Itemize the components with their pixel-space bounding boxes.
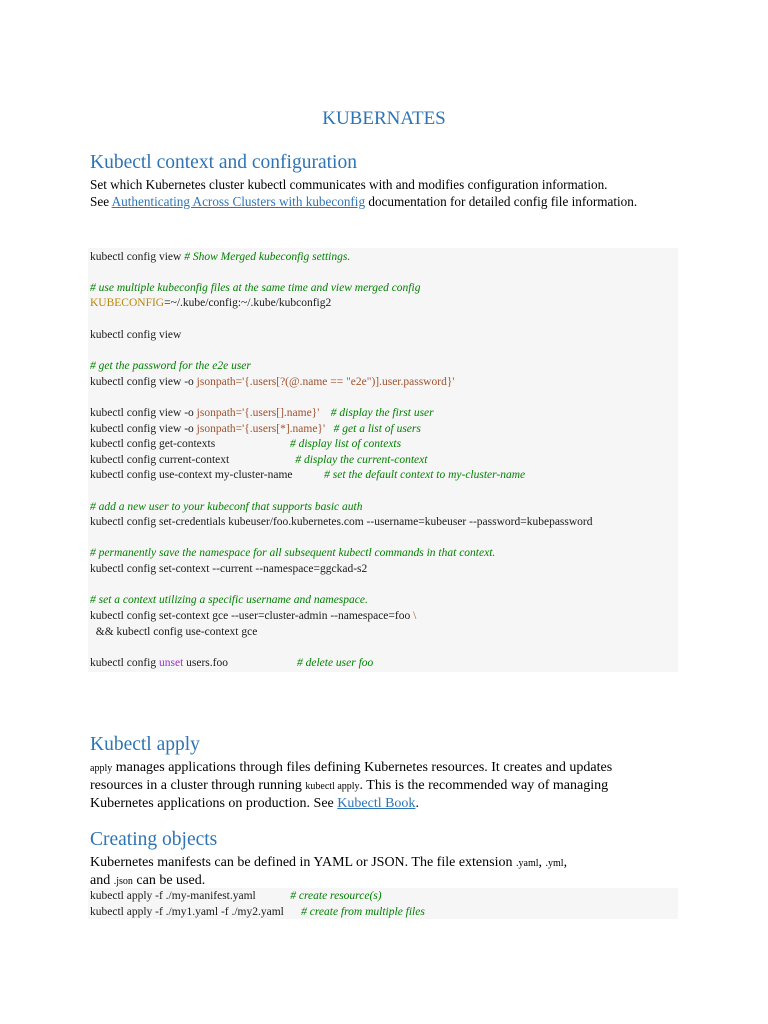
kubeconfig-docs-link[interactable]: Authenticating Across Clusters with kubeconfig (111, 194, 366, 209)
code-line: kubectl config set-credentials kubeuser/foo.kubernetes.com --username=kubeuser --password=kubepassword (90, 516, 593, 528)
code-line: # set a context utilizing a specific username and namespace. (90, 594, 368, 606)
code-line: # use multiple kubeconfig files at the same time and view merged config (90, 282, 421, 294)
code-line: kubectl config view -o jsonpath='{.users[].name}' # display the first user (90, 407, 434, 419)
context-description-line2: See Authenticating Across Clusters with kubeconfig documentation for detailed config file information. (90, 194, 638, 209)
code-line: kubectl config set-context --current --namespace=ggckad-s2 (90, 563, 368, 575)
apply-description-line1: apply manages applications through files defining Kubernetes resources. It creates and updates (90, 760, 613, 775)
heading-kubectl-context: Kubectl context and configuration (90, 152, 357, 173)
heading-kubectl-apply: Kubectl apply (90, 734, 200, 755)
code-line: kubectl config use-context my-cluster-name # set the default context to my-cluster-name (90, 469, 526, 481)
code-line: kubectl config unset users.foo # delete user foo (90, 657, 374, 669)
code-line: # get the password for the e2e user (90, 360, 251, 372)
context-description-line1: Set which Kubernetes cluster kubectl communicates with and modifies configuration information. (90, 177, 608, 192)
kubectl-book-link[interactable]: Kubectl Book (337, 796, 416, 811)
code-line: KUBECONFIG=~/.kube/config:~/.kube/kubconfig2 (90, 297, 332, 309)
code-line: && kubectl config use-context gce (90, 626, 258, 638)
apply-description-line2: resources in a cluster through running kubectl apply. This is the recommended way of managing (90, 778, 609, 793)
document-title: KUBERNATES (322, 108, 446, 129)
apply-description-line3: Kubernetes applications on production. See Kubectl Book. (90, 796, 419, 811)
code-line: kubectl config view -o jsonpath='{.users[?(@.name == "e2e")].user.password}' (90, 376, 455, 388)
code-line: kubectl config view # Show Merged kubeconfig settings. (90, 251, 351, 263)
code-line: # permanently save the namespace for all subsequent kubectl commands in that context. (90, 547, 496, 559)
objects-description-line1: Kubernetes manifests can be defined in YAML or JSON. The file extension .yaml, .yml, (90, 855, 568, 870)
objects-description-line2: and .json can be used. (90, 873, 206, 888)
code-line: kubectl apply -f ./my-manifest.yaml # create resource(s) (90, 890, 382, 902)
code-line: kubectl config set-context gce --user=cluster-admin --namespace=foo \ (90, 610, 417, 622)
code-line: # add a new user to your kubeconf that supports basic auth (90, 501, 363, 513)
code-line: kubectl apply -f ./my1.yaml -f ./my2.yaml # create from multiple files (90, 906, 425, 918)
code-line: kubectl config view -o jsonpath='{.users[*].name}' # get a list of users (90, 423, 421, 435)
code-line: kubectl config get-contexts # display list of contexts (90, 438, 402, 450)
code-line: kubectl config current-context # display the current-context (90, 454, 428, 466)
code-line: kubectl config view (90, 329, 182, 341)
heading-creating-objects: Creating objects (90, 829, 218, 850)
